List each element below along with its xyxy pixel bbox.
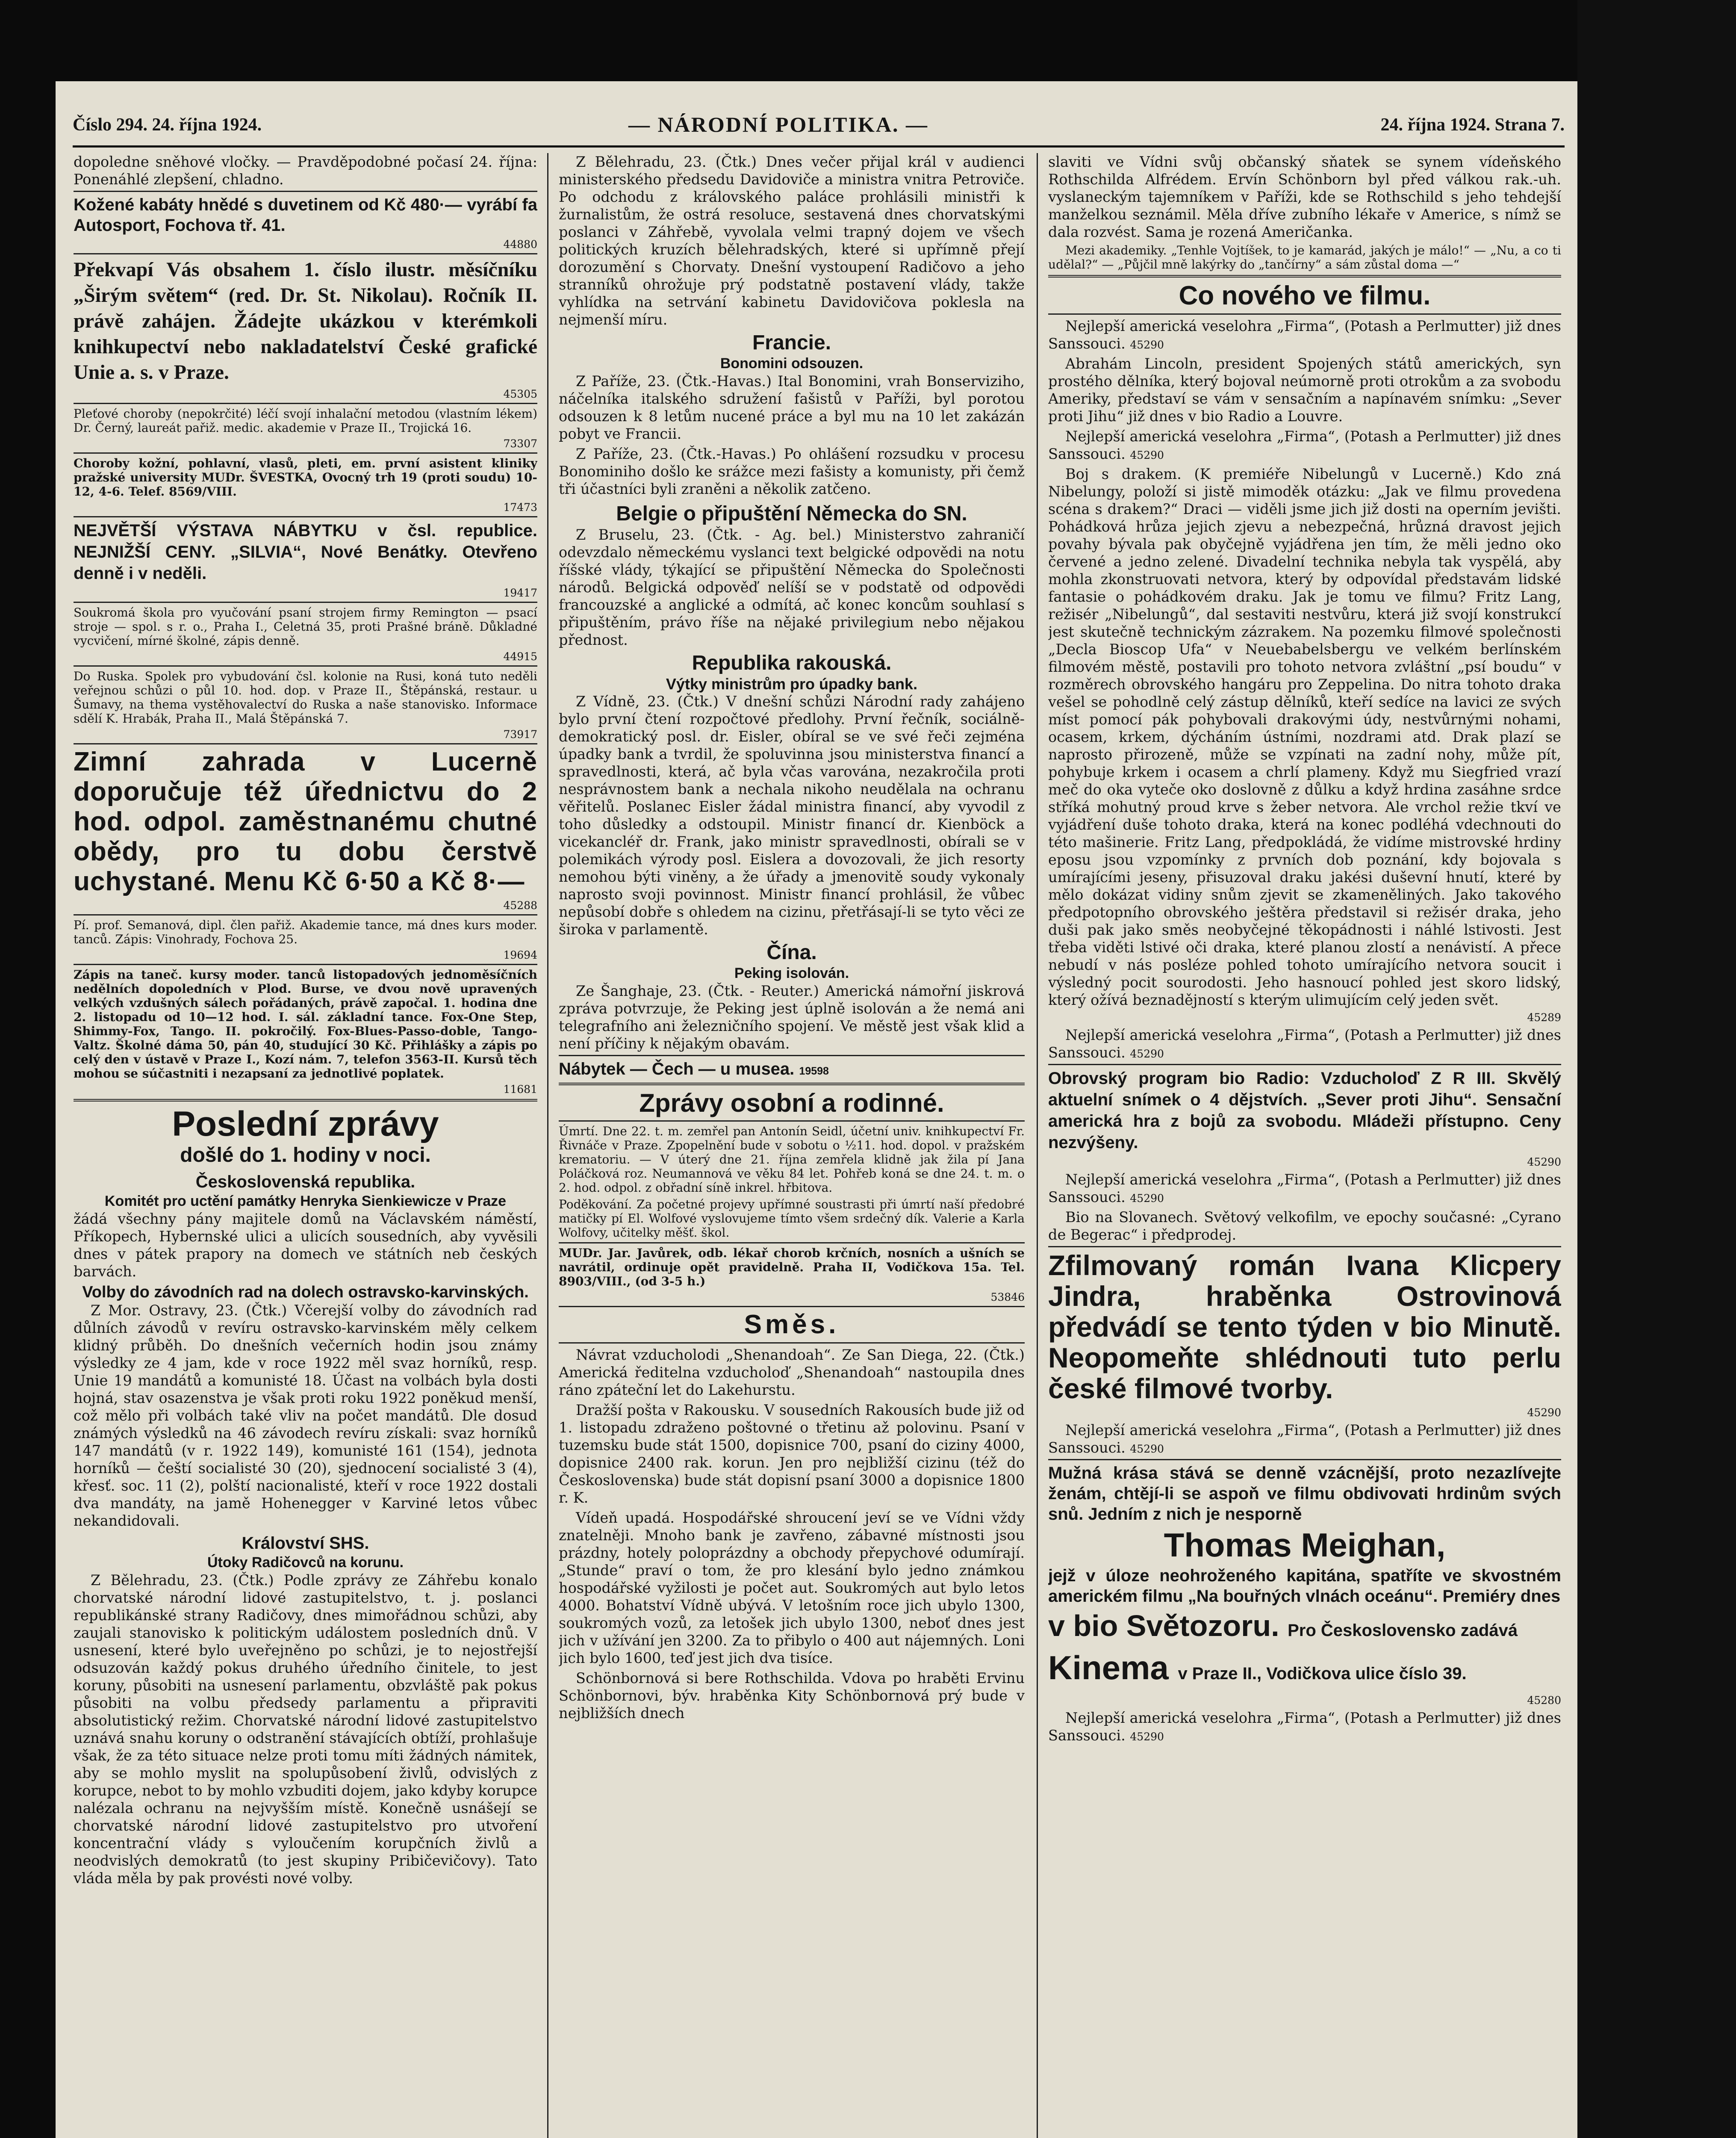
- article-rakousko: Z Vídně, 23. (Čtk.) V dnešní schůzi Národní rady zahájeno bylo první čtení rozpočtové předlohy. První řečník, sociálně-demokratický posl. dr. Eisler, obíral se ve své řeči zejména úpadky bank a tvrdil, že spoluvinna jsou ministerstva financí a spravedlnosti, která, ač byla včas varována, nezakročila proti nesprávnostem bank a nechala nikoho neudělala na ochranu věřitelů. Poslanec Eisler žádal ministra financí, aby vyvodil z toho důsledky a odstoupil. Ministr financí dr. Kienböck a vicekancléř dr. Frank, jako ministr spravedlnosti, obírali se v polemikách výrody posl. Eislera a dovozovali, že jich resorty nemohou býti viněny, a že úřady a jmenovitě soudy vykonaly naprosto svoji povinnost. Ministr financí prohlásil, že vůbec nepůsobí dobře s ohledem na cizinu, přetřásají-li se tyto věci ze široka v parlamentě.: [559, 693, 1025, 938]
- subheading-peking: Peking isolován.: [734, 965, 849, 981]
- masthead: — NÁRODNÍ POLITIKA. —: [628, 112, 928, 136]
- ad-number: 73917: [503, 728, 537, 741]
- ad-text: v bio Světozoru.: [1048, 1609, 1279, 1642]
- subheading-sienkiewicz: Komitét pro uctění památky Henryka Sienkiewicze v Praze: [104, 1193, 507, 1209]
- ad-text: Pro Československo zadává: [1288, 1621, 1518, 1640]
- ad-siry-svet: Překvapí Vás obsahem 1. číslo ilustr. měsíčníku „Širým světem“ (red. Dr. St. Nikolau). Ročník II. právě zahájen. Žádejte ukázkou v kterémkoli knihkupectví nebo nakladatelství České grafické Unie a. s. v Praze.: [74, 258, 537, 384]
- ad-number: 44880: [503, 238, 537, 251]
- page-header: [73, 112, 1565, 145]
- ad-firma: [1048, 428, 1561, 463]
- ad-number: 45290: [1130, 1192, 1164, 1205]
- article-lincoln: Abrahám Lincoln, president Spojených států amerických, syn prostého dělníka, který bojoval neúmorně proti otrokům a za svobodu Ameriky, představí se vám v sensačním a napínavém snímku: „Sever proti Jihu“ již dnes v bio Radio a Louvre.: [1048, 355, 1561, 425]
- ad-meighan-intro: Mužná krása stává se denně vzácnější, proto nezazlívejte ženám, chtějí-li se aspoň ve filmu obdivovati hrdinům svých snů. Jedním z nich je nesporně: [1048, 1464, 1561, 1524]
- article-francie-1: Z Paříže, 23. (Čtk.-Havas.) Ital Bonomini, vrah Bonserviziho, náčelníka italského sdružení fašistů v Paříži, byl porotou odsouzen k 8 letům nucené práce a byl mu na 10 let zakázán pobyt ve Francii.: [559, 373, 1025, 442]
- ad-text: Nejlepší americká veselohra „Firma“, (Potash a Perlmutter) již dnes Sanssouci.: [1048, 318, 1561, 352]
- smes-item-shenandoah: Návrat vzducholodi „Shenandoah“. Ze San Diega, 22. (Čtk.) Americká ředitelna vzducholoď „Shenandoah“ nastoupila dnes ráno zpáteční let do Lakehurstu.: [559, 1347, 1025, 1398]
- article-boj-s-drakem: Boj s drakem. (K premiéře Nibelungů v Lucerně.) Kdo zná Nibelungy, položí si jistě mimoděk otázku: „Jak ve filmu provedena scéna s drakem?“ Draci — viděli jsme jich již dosti na operním jevišti. Pohádková hrůza jejich zjevu a nebezpečná, hrůzná dravost jejich povahy bývala pak obyčejně vyjádřena jen tím, že měli jedno oko červené a jedno zelené. Divadelní technika nebyla tak vyspělá, aby mohla zkonstruovati netvora, který by odpovídal představám lidské fantasie o pohádkovém draku. Jak je tomu ve filmu? Fritz Lang, režisér „Nibelungů“, dal sestaviti nestvůru, která již svojí konstrukcí jest skutečně technickým zázrakem. Na pozemku filmové společnosti „Decla Bioscop Ufa“ v Neuebabelsbergu ve velkém berlínském filmovém městě, postavili pro tohoto netvora zvláštní „psí boudu“ v rozměrech obrovského hangáru pro Zeppelina. Do nitra tohoto draka vešel se pohodlně celý zástup dělníků, kteří sedíce na lavici ze svých míst pomocí pák pohybovali drakovými údy, nestvůrnými nohami, ocasem, krkem, dýcháním ústními, nozdrami atd. Drak plazí se naprosto přirozeně, může se vzpínati na zadní nohy, může pít, pohybuje krkem i ocasem a chrlí plameny. Když mu Siegfried vrazí meč do oka vyteče oko doslovně z důlku a když hrdina zasáhne srdce stříká mohutný proud krve s žeber netvora. Ale vrchol režie tkví ve vyjádření duše tohoto draka, která na konec podléhá vdechnouti do této mašinerie. Fritz Lang, předpokládá, že vidíme mistrovské hrdiny eposu jsou vzpomínky z prvních dob poznání, kdy bojovala s umírajícími jeseny, přisuzoval draku jakési duševní hnutí, které by mělo dokázat vidiny snům zjevit se zkameněliných. Jako takového předpotopního obrovského ještěra představil si režisér draka, jeho duši pak jako směs neobyčejné těkopádnosti i náhlé lstivosti. Jest třeba viděti lstivé oči draka, které planou zlostí a nenávistí. A přece nebudí v nás posléze pohled tohoto umírajícího netvora soucit i výsledný pocit sourodosti. Jeho hasnoucí pohled jest skoro lidský, který ožívá beznadějností s kterým ulimujícím celý jeden svět.: [1048, 466, 1561, 1008]
- ad-number: 45290: [1527, 1406, 1561, 1419]
- ad-number: 19598: [799, 1065, 829, 1077]
- ad-number: 45290: [1130, 449, 1164, 461]
- ad-firma: [1048, 317, 1561, 352]
- ad-text: Nábytek — Čech — u musea.: [559, 1060, 795, 1078]
- heading-volby: Volby do závodních rad na dolech ostravsko-karvinských.: [82, 1283, 529, 1301]
- ad-tanecni-kursy: Zápis na taneč. kursy moder. tanců listopadových jednoměsíčních nedělních dopoledních v Plod. Burse, ve dvou nově upravených velkých vzdušných sálech pořádaných, právě započal. 1. hodina dne 2. listopadu od 10—12 hod. I. sál. základní tance. Fox-One Step, Shimmy-Fox, Tango. II. pokročilý. Fox-Blues-Passo-doble, Tango-Valtz. Školné dáma 50, pán 40, studující 30 Kč. Přihlášky a zápis po celý den v ústavě v Praze I., Kozí nám. 7, telefon 3563-II. Kursů těch mohou se súčastniti i nezapsaní za jednotlivé poplatek.: [74, 968, 537, 1081]
- article-shs: Z Bělehradu, 23. (Čtk.) Podle zprávy ze Záhřebu konalo chorvatské národní lidové zastupitelstvo, t. j. poslanci republikánské strany Radičovy, dnes mimořádnou schůzi, aby zaujali stanovisko k politickým událostem posledních dnů. V usnesení, které bylo uveřejněno po schůzi, je to nejostřejší odsuzován každý pokus druhého úředního činitele, to jest koruny, působiti na usnesení parlamentu, obzvláště pak pokus působiti na volbu předsedy parlamentu a připraviti absolutistický režim. Chorvatské národní lidové zastupitelstvo uznává snahu koruny o odstranění stávajících obtíží, prohlašuje však, že za této situace nelze proti tomu míti žádných námitek, aby se mohlo myslit na spolupůsobení živlů, odvislých z korupce, nebot to by mohlo vzbuditi dojem, jako kdyby korupce nalézala ochranu na nejvyšším místě. Konečně usnášejí se chorvatské národní lidové zastupitelstvo pro utvoření koncentrační vlády s vyloučením korupčních živlů a neodvislých demokratů (to jest skupiny Pribičevičovy). Tato vláda měla by pak provésti nové volby.: [74, 1572, 537, 1887]
- ad-text: Nejlepší americká veselohra „Firma“, (Potash a Perlmutter) již dnes Sanssouci.: [1048, 1027, 1561, 1061]
- article-rothschild-cont: slaviti ve Vídni svůj občanský sňatek se synem vídeňského Rothschilda Alfrédem. Ervín Schönborn byl před válkou rak.-uh. vyslaneckým tajemníkem v Paříži, kde se Rothschild s jeho tehdejší manželkou seznámil. Měla dříve zubního lékaře v Americe, s nímž se dala rozvést. Sama je rozená Američanka.: [1048, 154, 1561, 240]
- heading-shs: Království SHS.: [242, 1534, 369, 1553]
- notice-podekovani: Poděkování. Za početné projevy upřímné soustrasti při úmrtí naší předobré matičky pí El. Wolfové vyslovujeme tímto všem srdečný dík. Valerie a Karla Wolfovy, učitelky měšť. škol.: [559, 1197, 1025, 1240]
- smes-item-schonborn: Schönbornová si bere Rothschilda. Vdova po hraběti Ervinu Schönbornovi, býv. hraběnka Kity Schönbornová prý bude v nejbližších dnech: [559, 1670, 1025, 1722]
- ad-number: 17473: [503, 501, 537, 514]
- heading-francie: Francie.: [752, 331, 831, 354]
- article-cina: Ze Šanghaje, 23. (Čtk. - Reuter.) Americká námořní jiskrová zpráva potvrzuje, že Peking jest úplně isolován a že nemá ani telegrafního ani železničního spojení. Ve městě jest však klid a není příčiny k nějakým obavám.: [559, 983, 1025, 1052]
- article-francie-2: Z Paříže, 23. (Čtk.-Havas.) Po ohlášení rozsudku v procesu Bonominiho došlo ke srážce mezi fašisty a komunisty, při čemž tři účastníci byli zraněni a několik zatčeno.: [559, 446, 1025, 497]
- ad-number: 45290: [1130, 339, 1164, 351]
- ad-kinema: [1048, 1650, 1561, 1692]
- ad-zfilmovany-roman: Zfilmovaný román Ivana Klicpery Jindra, hraběnka Ostrovinová předvádí se tento týden v bio Minutě. Neopomeňte shlédnouti tuto perlu české filmové tvorby.: [1048, 1249, 1561, 1404]
- joke-mezi-akademiky: Mezi akademiky. „Tenhle Vojtíšek, to je kamarád, jakých je málo!“ — „Nu, a co ti udělal?“ — „Půjčil mně lakýrky do „tančírny“ a sám zůstal doma —“: [1048, 243, 1561, 272]
- heading-rakousko: Republika rakouská.: [692, 652, 892, 674]
- weather-forecast: dopoledne sněhové vločky. — Pravděpodobné počasí 24. října: Ponenáhlé zlepšení, chladno.: [74, 154, 537, 188]
- ad-nabytek-silvia: NEJVĚTŠÍ VÝSTAVA NÁBYTKU v čsl. republice. NEJNIŽŠÍ CENY. „SILVIA“, Nové Benátky. Otevřeno denně i v neděli.: [74, 521, 537, 583]
- ad-svetozor: [1048, 1609, 1561, 1647]
- ad-number: 73307: [503, 437, 537, 450]
- ad-number: 45280: [1527, 1694, 1561, 1707]
- article-sienkiewicz: žádá všechny pány majitele domů na Václavském náměstí, Příkopech, Hybernské ulici a ulicích sousedních, aby vyvěsili dnes v pátek prapory na domech ve státních neb českých barvách.: [74, 1211, 537, 1280]
- ad-number: 53846: [990, 1291, 1025, 1303]
- subheading-utoky: Útoky Radičovců na korunu.: [207, 1554, 404, 1571]
- issue-number: Číslo 294. 24. října 1924.: [73, 115, 262, 135]
- header-rule: [73, 145, 1565, 148]
- ad-javurek: MUDr. Jar. Javůrek, odb. lékař chorob krčních, nosních a ušních se navrátil, ordinuje opět pravidelně. Praha II, Vodičkova 15a. Tel. 8903/VIII., (od 3-5 h.): [559, 1246, 1025, 1288]
- article-belehrad: Z Bělehradu, 23. (Čtk.) Dnes večer přijal král v audienci ministerského předsedu Davidoviče a ministra vnitra Petroviče. Po odchodu z královského paláce prohlásili ministři k žurnalistům, že ostrá resoluce, sestavená dnes chorvatskými poslanci v Záhřebě, vyvolala velmi trapný dojem ve všech politických kruzích bělehradských, které si upřímně přejí dorozumění s Chorvaty. Dnešní vystoupení Radičovo a jeho stranníků ohrožuje prý podstatně postavení vlády, takže vyhlídka na setrvání kabinetu Davidovičova poklesla na nejmenší míru.: [559, 154, 1025, 328]
- scan-border: [1577, 0, 1736, 2138]
- ad-tance-semanova: Pí. prof. Semanová, dipl. člen pařiž. Akademie tance, má dnes kurs moder. tanců. Zápis: Vinohrady, Fochova 25.: [74, 918, 537, 946]
- heading-cina: Čína.: [766, 941, 817, 964]
- ad-number: 19694: [503, 949, 537, 961]
- article-belgie: Z Bruselu, 23. (Čtk. - Ag. bel.) Ministerstvo zahraničí odevzdalo německému vyslanci text belgické odpovědi na notu říšské vlády, týkající se připuštění Německa do Společnosti národů. Belgická odpověď nelíší se v podstatě od odpovědi francouzské a anglické a odmítá, ač konec koncům souhlasí s připuštěním, právo říše na nějaké privilegium nebo nějakou přednost.: [559, 526, 1025, 648]
- ad-text: Nejlepší americká veselohra „Firma“, (Potash a Perlmutter) již dnes Sanssouci.: [1048, 1171, 1561, 1205]
- column-divider: [1037, 153, 1038, 2138]
- ad-number: 19417: [503, 587, 537, 599]
- ad-text: Kinema: [1048, 1649, 1169, 1686]
- subheading-vytky: Výtky ministrům pro úpadky bank.: [666, 675, 918, 693]
- ad-text: Nejlepší americká veselohra „Firma“, (Potash a Perlmutter) již dnes Sanssouci.: [1048, 1422, 1561, 1456]
- ad-number: 44915: [503, 650, 537, 663]
- ad-meighan-name: Thomas Meighan,: [1164, 1526, 1446, 1564]
- notice-umrti: Úmrtí. Dne 22. t. m. zemřel pan Antonín Seidl, účetní univ. knihkupectví Fr. Řivnáče v Praze. Zpopelnění bude v sobotu o ½11. hod. dopol. v pražském krematoriu. — V úterý dne 21. října zemřela klidně jak žila pí Jana Poláčková roz. Neumannová ve věku 84 let. Pohřeb koná se dne 24. t. m. o 2. hod. odpol. z obřadní síně inkrel. hřbitova.: [559, 1124, 1025, 1195]
- ad-skola-psani: Soukromá škola pro vyučování psaní strojem firmy Remington — psací stroje — spol. s r. o., Praha I., Celetná 35, proti Prašné bráně. Důkladné vycvičení, mírné školné, zápis denně.: [74, 605, 537, 648]
- column-divider: [547, 153, 548, 2138]
- ad-zimni-zahrada: Zimní zahrada v Lucerně doporučuje též úřednictvu do 2 hod. odpol. zaměstnanému chutné obědy, pro tu dobu čerstvě uchystané. Menu Kč 6·50 a Kč 8·—: [74, 747, 537, 896]
- section-subtitle: došlé do 1. hodiny v noci.: [180, 1144, 431, 1166]
- column-1: [74, 153, 537, 2138]
- ad-firma: [1048, 1171, 1561, 1206]
- ad-meighan-body: jejž v úloze neohroženého kapitána, spatříte ve skvostném americkém filmu „Na bouřných vlnách oceánu“. Premiéry dnes: [1048, 1566, 1561, 1606]
- column-3: [1048, 153, 1561, 2138]
- ad-do-ruska: Do Ruska. Spolek pro vybudování čsl. kolonie na Rusi, koná tuto neděli veřejnou schůzi o půl 10. hod. dop. v Praze II., Štěpánská, restaur. u Šumavy, na thema vystěhovalectví do Ruska a naše stanovisko. Informace sdělí K. Hrabák, Praha II., Malá Štěpánská 7.: [74, 669, 537, 726]
- article-volby: Z Mor. Ostravy, 23. (Čtk.) Včerejší volby do závodních rad důlních závodů v revíru ostravsko-karvinském měly celkem klidný průběh. Do dnešních večerních hodin jsou známy výsledky ze 4 jam, kde v roce 1922 měl svaz horníků, resp. Unie 19 mandátů a komunisté 18. Účast na volbách byla dosti hojná, stav osazenstva je však proti roku 1922 poněkud menší, což mělo při volbách také vliv na počet mandátů. Dle dosud známých výsledků na 46 závodech revíru získali: svaz horníků 147 mandátů (v r. 1922 149), komunisté 161 (154), jednota horníků — čeští socialisté 30 (20), sjednocení socialisté 3 (4), křesť. soc. 11 (2), polští nacionalisté, kteří v roce 1922 dostali dva mandáty, na jamě Hohenegger v Karviné letos vůbec nekandidovali.: [74, 1302, 537, 1529]
- ad-kozene-kabaty: Kožené kabáty hnědé s duvetinem od Kč 480·— vyrábí fa Autosport, Fochova tř. 41.: [74, 195, 537, 235]
- ad-number: 11681: [503, 1083, 537, 1096]
- ad-text: v Praze II., Vodičkova ulice číslo 39.: [1178, 1664, 1467, 1683]
- ad-number: 45289: [1527, 1011, 1561, 1024]
- ad-firma: [1048, 1026, 1561, 1061]
- ad-number: 45290: [1130, 1443, 1164, 1455]
- page-date: 24. října 1924. Strana 7.: [1380, 115, 1565, 135]
- smes-item-viden: Vídeň upadá. Hospodářské shroucení jeví se ve Vídni vždy znatelněji. Mnoho bank je zavřeno, zábavné místnosti jsou prázdny, hotely poloprázdny a obchody přepychové odumírají. „Stunde“ praví o tom, že pro klesání bylo jedno známkou hospodářské vyžilosti je počet aut. Soukromých aut bylo letos 4000. Bohatství Vídně ubývá. V letošním roce jich ubylo 1300, soukromých vozů, za letošek jich ubylo 1300, neboť dnes jest jich v užívání jen 3200. Za to přibylo o 400 aut nájemných. Loni jich bylo 1600, teď jest jich dva tisíce.: [559, 1509, 1025, 1666]
- ad-nabytek-cech: [559, 1059, 1025, 1079]
- ad-choroby-kozni: Choroby kožní, pohlavní, vlasů, pleti, em. první asistent kliniky pražské university MUDr. ŠVESTKA, Ovocný trh 19 (proti soudu) 10-12, 4-6. Telef. 8569/VIII.: [74, 456, 537, 499]
- ad-firma: [1048, 1709, 1561, 1744]
- ad-number: 45305: [503, 388, 537, 400]
- subheading-bonomini: Bonomini odsouzen.: [720, 355, 864, 372]
- newspaper-page: [56, 81, 1577, 2138]
- column-2: [559, 153, 1025, 2138]
- ad-number: 45290: [1130, 1048, 1164, 1060]
- section-title-film: Co nového ve filmu.: [1179, 281, 1431, 310]
- section-title-zpravy-osobni: Zprávy osobní a rodinné.: [639, 1089, 944, 1117]
- ad-firma: [1048, 1421, 1561, 1456]
- ad-number: 45288: [503, 899, 537, 912]
- heading-belgie: Belgie o připuštění Německa do SN.: [616, 502, 967, 525]
- ad-bio-slovanech: Bio na Slovanech. Světový velkofilm, ve epochy současné: „Cyrano de Begerac“ i předprodej.: [1048, 1209, 1561, 1243]
- ad-number: 45290: [1527, 1156, 1561, 1168]
- section-title-smes: Směs.: [744, 1310, 840, 1339]
- section-title-posledni-zpravy: Poslední zprávy: [172, 1104, 439, 1143]
- ad-bio-radio: Obrovský program bio Radio: Vzducholoď Z R III. Skvělý aktuelní snímek o 4 dějstvích. „Sever proti Jihu“. Sensační americká hra z bojů za svobodu. Mládeži přístupno. Ceny nezvýšeny.: [1048, 1069, 1561, 1152]
- ad-text: Nejlepší americká veselohra „Firma“, (Potash a Perlmutter) již dnes Sanssouci.: [1048, 1710, 1561, 1744]
- smes-item-posta: Dražší pošta v Rakousku. V sousedních Rakousích bude již od 1. listopadu zdraženo poštovné o třetinu až polovinu. Psaní v tuzemsku bude stát 1500, dopisnice 700, psaní do ciziny 4000, dopisnice 2400 rak. korun. Jen pro nejbližší cizinu (též do Československa) bude stát dopisní psaní 3000 a dopisnice 1800 r. K.: [559, 1402, 1025, 1506]
- heading-cs-republika: Československá republika.: [195, 1172, 416, 1191]
- ad-text: Nejlepší americká veselohra „Firma“, (Potash a Perlmutter) již dnes Sanssouci.: [1048, 428, 1561, 462]
- ad-pletove-choroby: Pleťové choroby (nepokrčité) léčí svojí inhalační metodou (vlastním lékem) Dr. Černý, laureát pařiž. medic. akademie v Praze II., Trojická 16.: [74, 407, 537, 435]
- ad-number: 45290: [1130, 1730, 1164, 1743]
